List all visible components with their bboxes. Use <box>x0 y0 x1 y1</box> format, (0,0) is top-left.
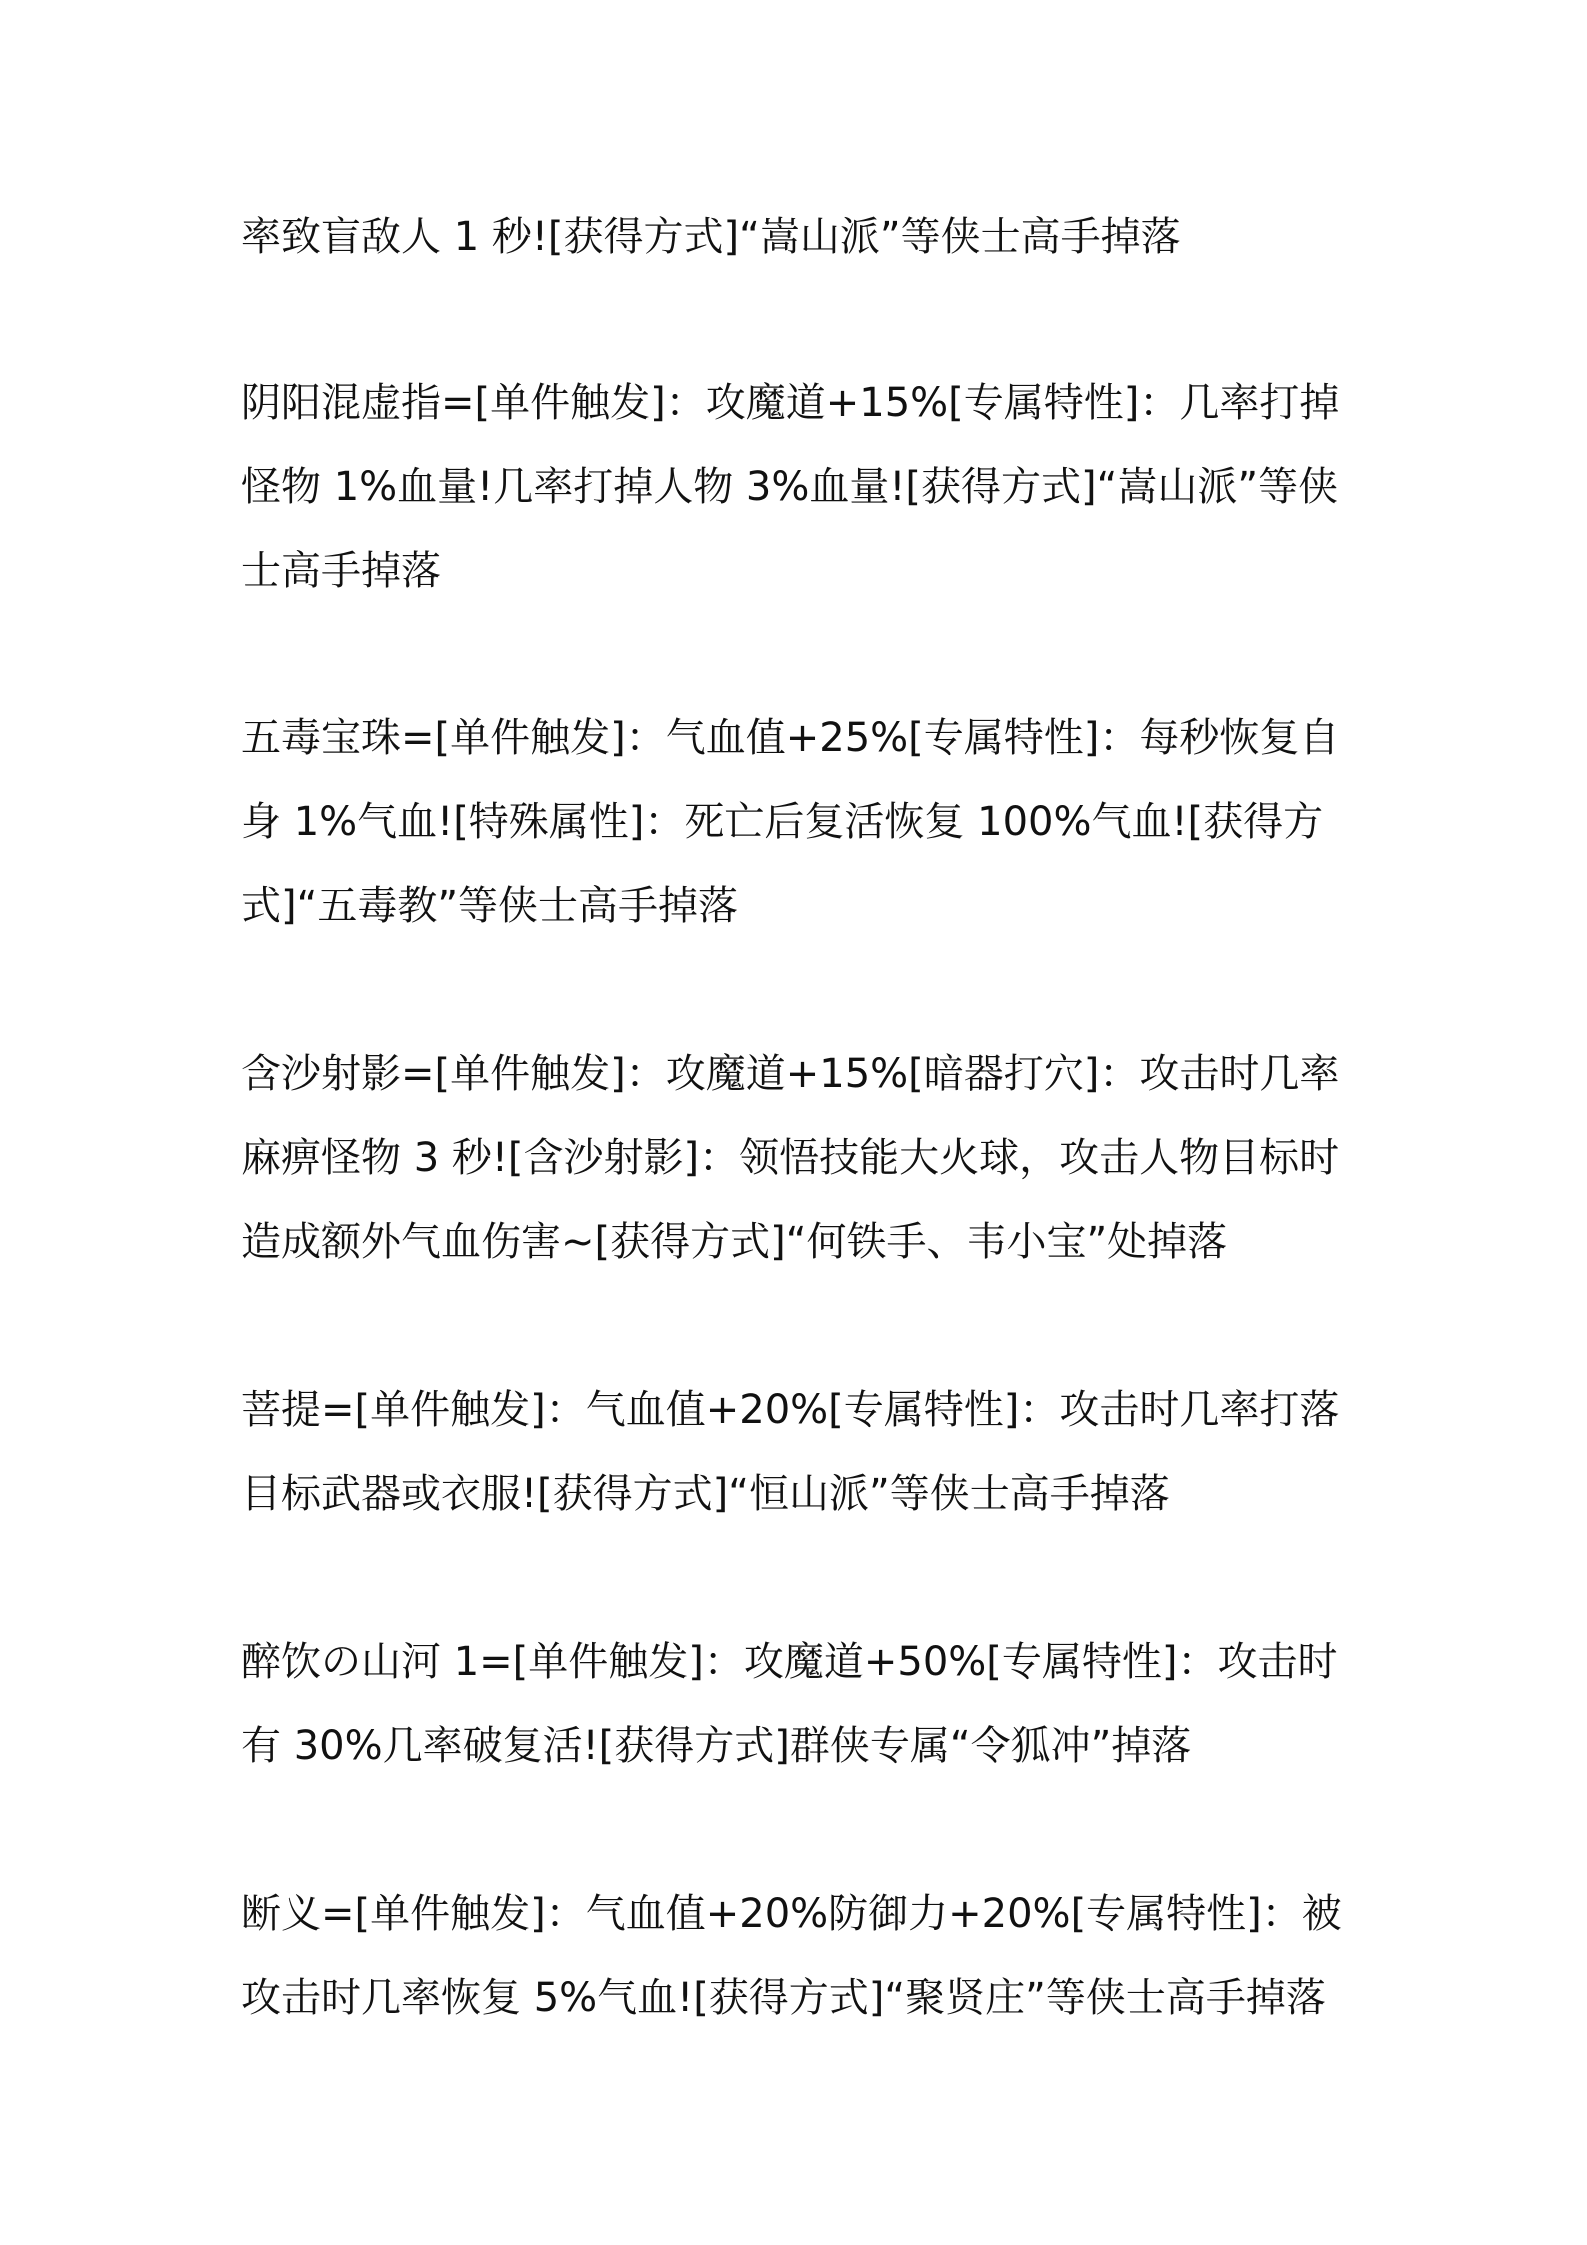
paragraph-yinyang-hunxu-zhi: 阴阳混虚指=[单件触发]：攻魔道+15%[专属特性]：几率打掉怪物 1%血量!几率打掉人物 3%血量![获得方式]“嵩山派”等侠士高手掉落 <box>241 380 1340 594</box>
paragraph-wudu-baozhu: 五毒宝珠=[单件触发]：气血值+25%[专属特性]：每秒恢复自身 1%气血![特殊属性]：死亡后复活恢复 100%气血![获得方式]“五毒教”等侠士高手掉落 <box>241 715 1340 929</box>
paragraph-duanyi: 断义=[单件触发]：气血值+20%防御力+20%[专属特性]：被攻击时几率恢复 5%气血![获得方式]“聚贤庄”等侠士高手掉落 <box>241 1891 1342 2021</box>
paragraph-zuiyin-shanhe: 醉饮の山河 1=[单件触发]：攻魔道+50%[专属特性]：攻击时有 30%几率破复活![获得方式]群侠专属“令狐冲”掉落 <box>241 1639 1338 1769</box>
paragraph-puti: 菩提=[单件触发]：气血值+20%[专属特性]：攻击时几率打落目标武器或衣服![获得方式]“恒山派”等侠士高手掉落 <box>241 1387 1340 1517</box>
paragraph-hansha-sheying: 含沙射影=[单件触发]：攻魔道+15%[暗器打穴]：攻击时几率麻痹怪物 3 秒![含沙射影]：领悟技能大火球，攻击人物目标时造成额外气血伤害~[获得方式]“何铁手、韦小宝”处掉落 <box>241 1051 1340 1265</box>
paragraph-blind-enemy-tail: 率致盲敌人 1 秒![获得方式]“嵩山派”等侠士高手掉落 <box>241 214 1181 260</box>
